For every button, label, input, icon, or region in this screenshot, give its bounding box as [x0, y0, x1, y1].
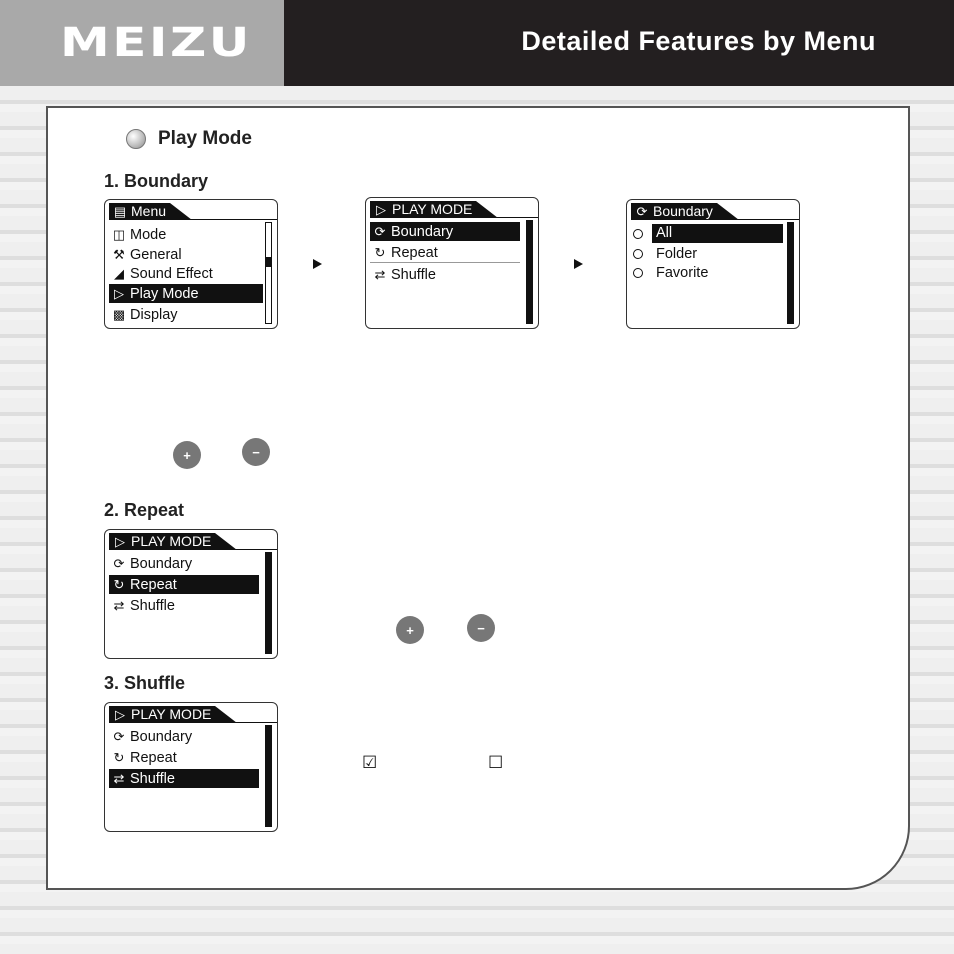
play-mode-screen — [365, 197, 539, 329]
checked-box-icon: ☑ — [362, 753, 378, 772]
volume-down-button-icon: − — [467, 614, 495, 642]
menu-item-general[interactable]: ⚒ General — [109, 245, 263, 264]
shuffle-item-shuffle[interactable]: ⇄ Shuffle — [109, 769, 259, 788]
play-icon: ▷ — [376, 202, 386, 217]
header-title-panel — [284, 0, 954, 86]
boundary-screen-title: ⟳ Boundary — [631, 203, 739, 220]
menu-icon: ▤ — [113, 204, 127, 219]
boundary-option-all[interactable]: All — [631, 224, 783, 243]
boundary-scrollbar[interactable] — [787, 222, 794, 324]
shuffle-screen-title: ▷ PLAY MODE — [109, 706, 237, 723]
menu-item-display[interactable]: ▩ Display — [112, 306, 178, 323]
menu-scrollbar[interactable] — [265, 222, 272, 324]
play-icon: ▷ — [115, 707, 125, 722]
repeat-item-shuffle[interactable]: ⇄ Shuffle — [109, 596, 259, 615]
repeat-heading: 2. Repeat — [104, 500, 185, 520]
repeat-icon: ↻ — [113, 577, 125, 592]
mode-icon: ◫ — [112, 227, 126, 242]
menu-item-play-mode[interactable]: ▷ Play Mode — [109, 284, 263, 303]
shuffle-screen — [104, 702, 278, 832]
play-mode-item-boundary[interactable]: ⟳ Boundary — [370, 222, 520, 241]
content-panel — [46, 106, 910, 890]
shuffle-item-repeat[interactable]: ↻ Repeat — [109, 748, 259, 767]
section-heading — [126, 128, 252, 150]
menu-screen-title: ▤ Menu — [109, 203, 192, 220]
repeat-item-repeat[interactable]: ↻ Repeat — [109, 575, 259, 594]
bullet-icon — [126, 129, 146, 149]
section-title: Play Mode — [158, 128, 252, 149]
menu-item-mode[interactable]: ◫ Mode — [112, 226, 167, 243]
repeat-screen — [104, 529, 278, 659]
right-triangle-icon — [574, 259, 583, 269]
speaker-icon: ◢ — [114, 266, 124, 281]
play-mode-screen-title: ▷ PLAY MODE — [370, 201, 498, 218]
display-icon: ▩ — [112, 307, 126, 322]
boundary-screen — [626, 199, 800, 329]
shuffle-scrollbar[interactable] — [265, 725, 272, 827]
volume-up-button-icon: + — [396, 616, 424, 644]
volume-up-button-icon: + — [173, 441, 201, 469]
repeat-item-boundary[interactable]: ⟳ Boundary — [109, 554, 259, 573]
header-logo-panel — [0, 0, 284, 86]
play-icon: ▷ — [114, 286, 124, 301]
boundary-heading: 1. Boundary — [104, 171, 209, 191]
shuffle-icon: ⇄ — [374, 267, 386, 282]
repeat-screen-title: ▷ PLAY MODE — [109, 533, 237, 550]
play-mode-item-repeat[interactable]: ↻ Repeat — [370, 243, 520, 263]
menu-screen — [104, 199, 278, 329]
play-mode-item-shuffle[interactable]: ⇄ Shuffle — [370, 265, 520, 284]
right-triangle-icon — [313, 259, 322, 269]
play-icon: ▷ — [115, 534, 125, 549]
shuffle-heading: 3. Shuffle — [104, 673, 186, 693]
play-mode-scrollbar[interactable] — [526, 220, 533, 324]
meizu-logo: MEIZU — [60, 20, 252, 66]
repeat-icon: ↻ — [374, 245, 386, 260]
empty-box-icon: ☐ — [488, 753, 504, 772]
radio-icon — [633, 249, 643, 259]
menu-item-sound-effect[interactable]: ◢ Sound Effect — [109, 264, 263, 283]
boundary-option-folder[interactable]: Folder — [631, 244, 783, 263]
boundary-option-favorite[interactable]: Favorite — [631, 263, 783, 282]
boundary-icon: ⟳ — [113, 556, 125, 571]
shuffle-icon: ⇄ — [113, 771, 125, 786]
boundary-icon: ⟳ — [113, 729, 125, 744]
tools-icon: ⚒ — [113, 247, 125, 262]
page-title: Detailed Features by Menu — [521, 26, 876, 56]
shuffle-icon: ⇄ — [113, 598, 125, 613]
repeat-scrollbar[interactable] — [265, 552, 272, 654]
repeat-icon: ↻ — [113, 750, 125, 765]
radio-icon — [633, 229, 643, 239]
volume-down-button-icon: − — [242, 438, 270, 466]
boundary-icon: ⟳ — [636, 204, 648, 219]
radio-icon — [633, 268, 643, 278]
boundary-icon: ⟳ — [374, 224, 386, 239]
shuffle-item-boundary[interactable]: ⟳ Boundary — [109, 727, 259, 746]
